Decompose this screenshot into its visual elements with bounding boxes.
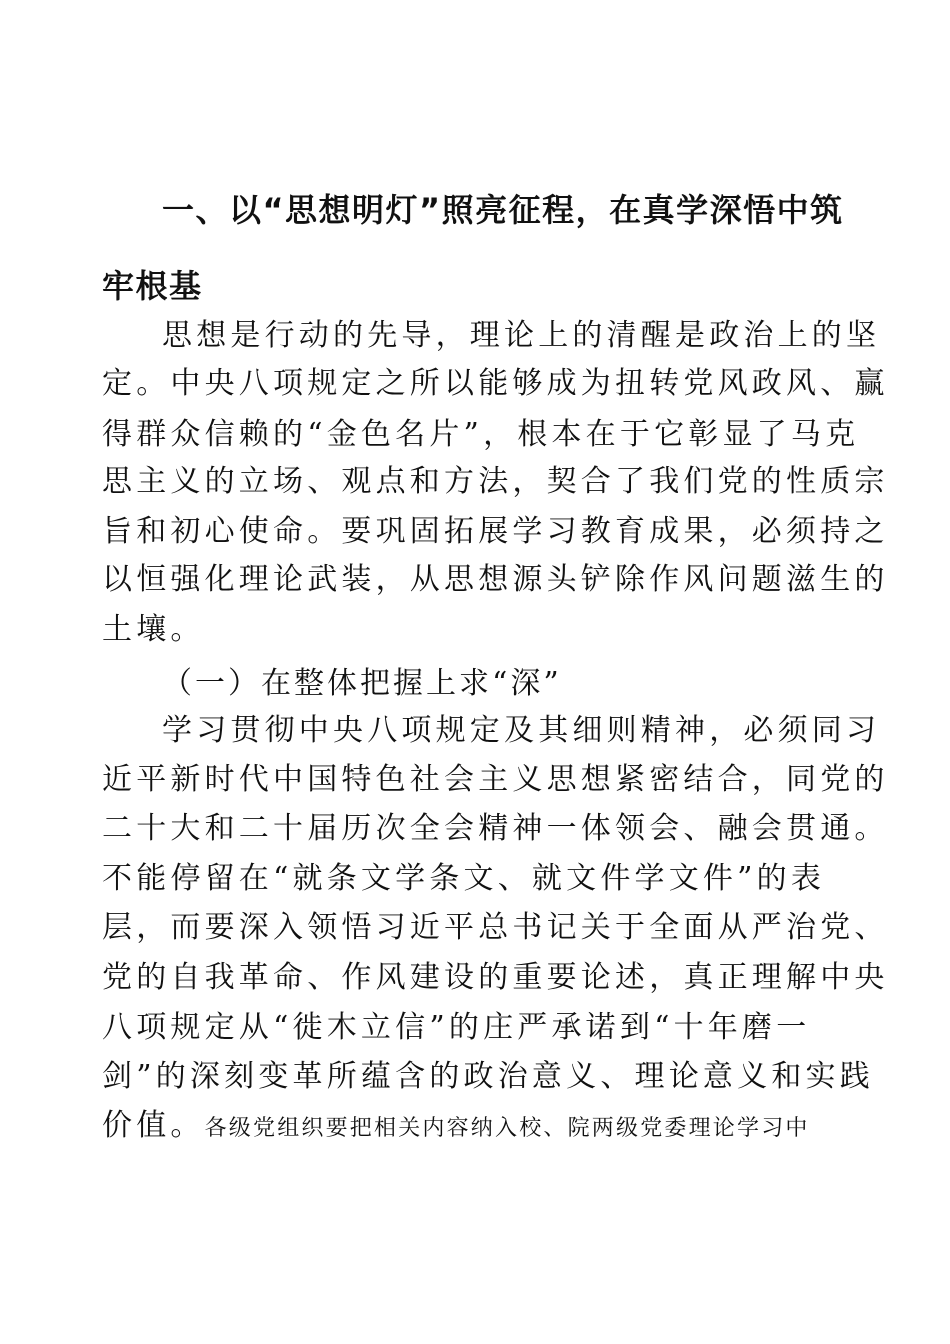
section-title-line-2: 牢根基 (102, 267, 203, 305)
paragraph-2-line-8: 剑”的深刻变革所蕴含的政治意义、理论意义和实践 (102, 1059, 874, 1094)
paragraph-2-line-5: 层，而要深入领悟习近平总书记关于全面从严治党、 (102, 910, 889, 945)
paragraph-1-line-2: 定。中央八项规定之所以能够成为扭转党风政风、赢 (102, 366, 889, 401)
paragraph-1-line-6: 以恒强化理论武装，从思想源头铲除作风问题滋生的 (102, 562, 889, 597)
last-line-large-text: 价值。 (102, 1108, 205, 1143)
paragraph-1-line-5: 旨和初心使命。要巩固拓展学习教育成果，必须持之 (102, 514, 889, 549)
paragraph-2-line-7: 八项规定从“徙木立信”的庄严承诺到“十年磨一 (102, 1010, 811, 1045)
paragraph-2-line-4: 不能停留在“就条文学条文、就文件学文件”的表 (102, 861, 826, 896)
subheading: （一）在整体把握上求“深” (162, 666, 562, 701)
paragraph-1-line-1: 思想是行动的先导，理论上的清醒是政治上的坚 (162, 318, 881, 353)
last-line-small-text: 各级党组织要把相关内容纳入校、院两级党委理论学习中 (204, 1116, 810, 1141)
paragraph-1-line-7: 土壤。 (102, 612, 205, 647)
paragraph-2-line-6: 党的自我革命、作风建设的重要论述，真正理解中央 (102, 960, 889, 995)
paragraph-1-line-3: 得群众信赖的“金色名片”，根本在于它彰显了马克 (102, 417, 860, 452)
paragraph-2-line-3: 二十大和二十届历次全会精神一体领会、融会贯通。 (102, 811, 889, 846)
paragraph-2-line-9 (102, 1102, 810, 1150)
paragraph-2-line-2: 近平新时代中国特色社会主义思想紧密结合，同党的 (102, 762, 889, 797)
paragraph-1-line-4: 思主义的立场、观点和方法，契合了我们党的性质宗 (102, 464, 889, 499)
section-title-line-1: 一、以“思想明灯”照亮征程，在真学深悟中筑 (162, 191, 844, 229)
paragraph-2-line-1: 学习贯彻中央八项规定及其细则精神，必须同习 (162, 713, 881, 748)
